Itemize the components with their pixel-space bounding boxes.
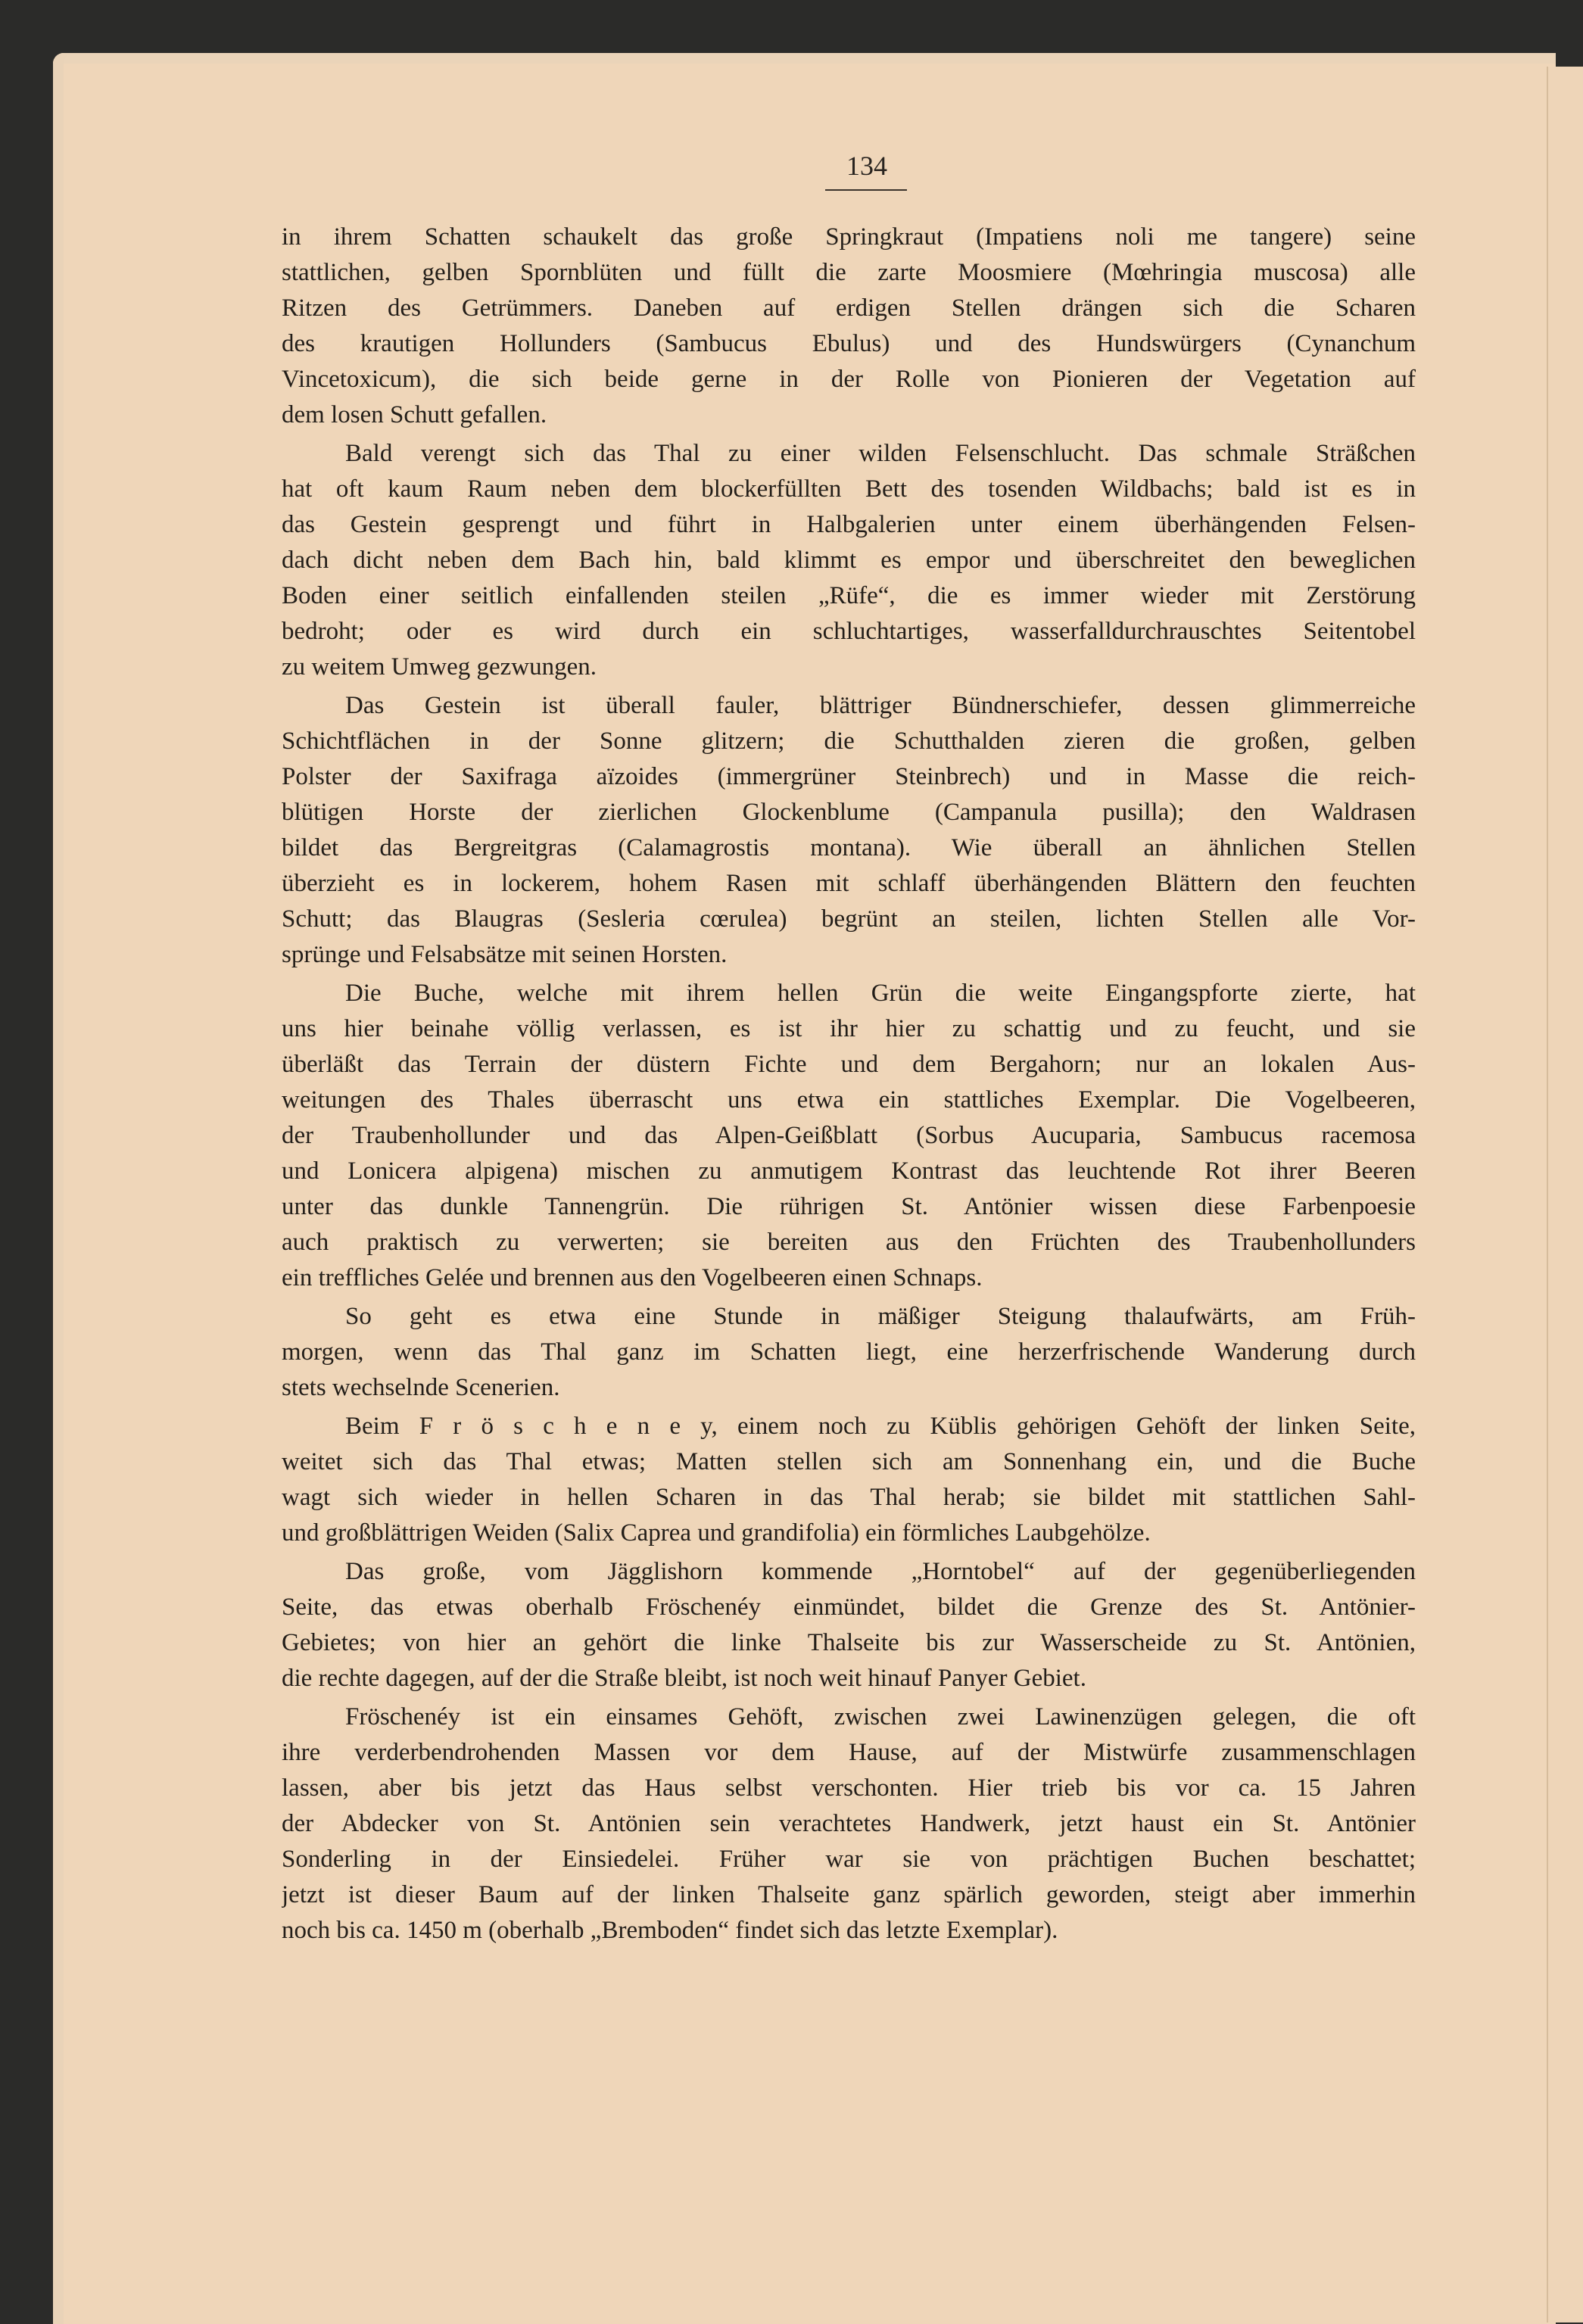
text-line: stattlichen, gelben Spornblüten und füllt die zarte Moosmiere (Mœhringia muscosa) alle <box>282 259 1416 286</box>
paragraph <box>282 1409 1416 1551</box>
text-line: Bald verengt sich das Thal zu einer wilden Felsenschlucht. Das schmale Sträßchen <box>345 440 1416 467</box>
paragraph <box>282 1554 1416 1696</box>
text-line: lassen, aber bis jetzt das Haus selbst verschonten. Hier trieb bis vor ca. 15 Jahren <box>282 1774 1416 1802</box>
text-line: Beim F r ö s c h e n e y, einem noch zu Küblis gehörigen Gehöft der linken Seite, <box>345 1413 1416 1440</box>
text-line: das Gestein gesprengt und führt in Halbgalerien unter einem überhängenden Felsen- <box>282 511 1416 538</box>
text-line: Polster der Saxifraga aïzoides (immergrüner Steinbrech) und in Masse die reich- <box>282 763 1416 790</box>
text-line: überläßt das Terrain der düstern Fichte und dem Bergahorn; nur an lokalen Aus- <box>282 1051 1416 1078</box>
text-line: überzieht es in lockerem, hohem Rasen mit schlaff überhängenden Blättern den feuchten <box>282 870 1416 897</box>
adjacent-page-edge <box>1547 67 1583 2322</box>
text-line: der Abdecker von St. Antönien sein verachtetes Handwerk, jetzt haust ein St. Antönier <box>282 1810 1416 1837</box>
text-line: dach dicht neben dem Bach hin, bald klimmt es empor und überschreitet den beweglichen <box>282 547 1416 574</box>
paragraph <box>282 436 1416 685</box>
text-line: Die Buche, welche mit ihrem hellen Grün die weite Eingangspforte zierte, hat <box>345 980 1416 1007</box>
text-line: der Traubenhollunder und das Alpen-Geißblatt (Sorbus Aucuparia, Sambucus racemosa <box>282 1122 1416 1149</box>
paragraph <box>282 1299 1416 1406</box>
text-line: sprünge und Felsabsätze mit seinen Horsten. <box>282 941 728 968</box>
text-line: Schichtflächen in der Sonne glitzern; die Schutthalden zieren die großen, gelben <box>282 727 1416 755</box>
text-line: bildet das Bergreitgras (Calamagrostis montana). Wie überall an ähnlichen Stellen <box>282 834 1416 861</box>
paragraph <box>282 688 1416 973</box>
text-line: auch praktisch zu verwerten; sie bereiten aus den Früchten des Traubenhollunders <box>282 1229 1416 1256</box>
text-line: Vincetoxicum), die sich beide gerne in der Rolle von Pionieren der Vegetation auf <box>282 366 1416 393</box>
text-line: hat oft kaum Raum neben dem blockerfüllten Bett des tosenden Wildbachs; bald ist es in <box>282 475 1416 503</box>
body-text <box>282 220 1416 1952</box>
text-line: dem losen Schutt gefallen. <box>282 401 547 428</box>
text-line: noch bis ca. 1450 m (oberhalb „Bremboden“ findet sich das letzte Exemplar). <box>282 1917 1058 1944</box>
text-line: Fröschenéy ist ein einsames Gehöft, zwischen zwei Lawinenzügen gelegen, die oft <box>345 1703 1416 1731</box>
text-line: Das Gestein ist überall fauler, blättriger Bündnerschiefer, dessen glimmerreiche <box>345 692 1416 719</box>
text-line: die rechte dagegen, auf der die Straße bleibt, ist noch weit hinauf Panyer Gebiet. <box>282 1665 1086 1692</box>
text-line: stets wechselnde Scenerien. <box>282 1374 560 1401</box>
text-line: Boden einer seitlich einfallenden steilen „Rüfe“, die es immer wieder mit Zerstörung <box>282 582 1416 609</box>
paragraph <box>282 1699 1416 1949</box>
text-line: Seite, das etwas oberhalb Fröschenéy einmündet, bildet die Grenze des St. Antönier- <box>282 1593 1416 1621</box>
page-number-rule <box>825 189 907 191</box>
page-number: 134 <box>846 151 887 181</box>
text-line: uns hier beinahe völlig verlassen, es ist ihr hier zu schattig und zu feucht, und sie <box>282 1015 1416 1042</box>
text-line: Gebietes; von hier an gehört die linke Thalseite bis zur Wasserscheide zu St. Antönien, <box>282 1629 1416 1656</box>
text-line: Schutt; das Blaugras (Sesleria cœrulea) begrünt an steilen, lichten Stellen alle Vor- <box>282 905 1416 933</box>
text-line: weitungen des Thales überrascht uns etwa ein stattliches Exemplar. Die Vogelbeeren, <box>282 1086 1416 1114</box>
text-line: des krautigen Hollunders (Sambucus Ebulus) und des Hundswürgers (Cynanchum <box>282 330 1416 357</box>
text-line: und Lonicera alpigena) mischen zu anmutigem Kontrast das leuchtende Rot ihrer Beeren <box>282 1157 1416 1185</box>
text-line: bedroht; oder es wird durch ein schluchtartiges, wasserfalldurchrauschtes Seitentobel <box>282 618 1416 645</box>
text-line: ein treffliches Gelée und brennen aus den Vogelbeeren einen Schnaps. <box>282 1264 983 1291</box>
text-line: blütigen Horste der zierlichen Glockenblume (Campanula pusilla); den Waldrasen <box>282 799 1416 826</box>
text-line: So geht es etwa eine Stunde in mäßiger Steigung thalaufwärts, am Früh- <box>345 1303 1416 1330</box>
text-line: morgen, wenn das Thal ganz im Schatten liegt, eine herzerfrischende Wanderung durch <box>282 1338 1416 1366</box>
text-line: ihre verderbendrohenden Massen vor dem Hause, auf der Mistwürfe zusammenschlagen <box>282 1739 1416 1766</box>
text-line: und großblättrigen Weiden (Salix Caprea und grandifolia) ein förmliches Laubgehölze. <box>282 1519 1151 1547</box>
text-line: unter das dunkle Tannengrün. Die rührigen St. Antönier wissen diese Farbenpoesie <box>282 1193 1416 1220</box>
text-line: Ritzen des Getrümmers. Daneben auf erdigen Stellen drängen sich die Scharen <box>282 294 1416 322</box>
paragraph <box>282 976 1416 1296</box>
text-line: in ihrem Schatten schaukelt das große Springkraut (Impatiens noli me tangere) seine <box>282 223 1416 251</box>
text-line: jetzt ist dieser Baum auf der linken Thalseite ganz spärlich geworden, steigt aber immerhin <box>282 1881 1416 1908</box>
text-line: Sonderling in der Einsiedelei. Früher war sie von prächtigen Buchen beschattet; <box>282 1846 1416 1873</box>
text-line: weitet sich das Thal etwas; Matten stellen sich am Sonnenhang ein, und die Buche <box>282 1448 1416 1475</box>
text-line: zu weitem Umweg gezwungen. <box>282 653 597 681</box>
text-line: wagt sich wieder in hellen Scharen in das Thal herab; sie bildet mit stattlichen Sahl- <box>282 1484 1416 1511</box>
paragraph <box>282 220 1416 433</box>
text-line: Das große, vom Jägglishorn kommende „Horntobel“ auf der gegenüberliegenden <box>345 1558 1416 1585</box>
